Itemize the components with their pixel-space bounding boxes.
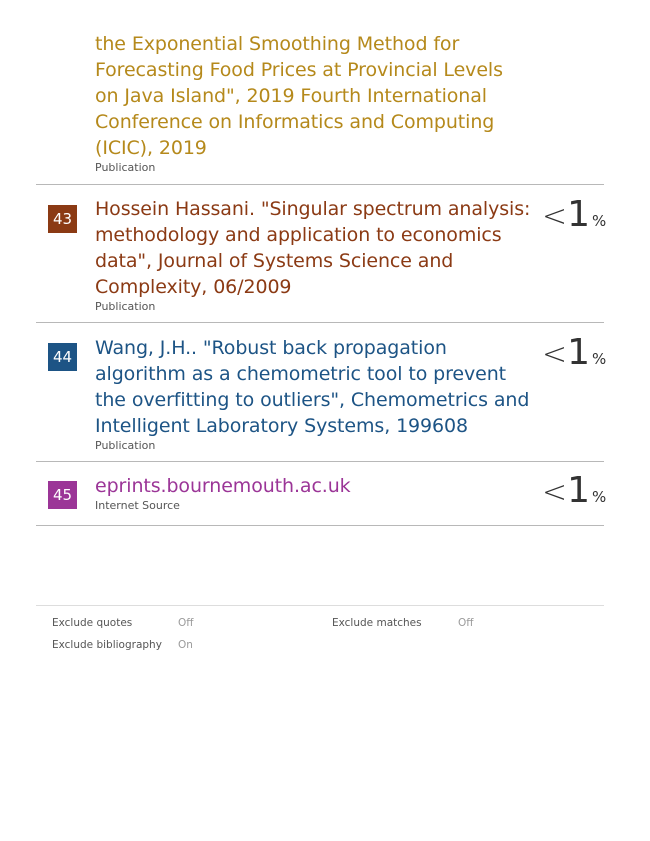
source-body xyxy=(95,31,535,174)
footer-exclude-matches xyxy=(332,617,422,630)
exclude-matches-label: Exclude matches xyxy=(332,617,422,629)
source-number-badge: 44 xyxy=(48,343,77,371)
source-body xyxy=(95,196,535,313)
entry-divider xyxy=(36,322,604,323)
entry-divider xyxy=(36,461,604,462)
percent-value: 1 xyxy=(567,194,591,235)
match-percentage xyxy=(542,470,607,511)
exclude-bibliography-label: Exclude bibliography xyxy=(52,639,162,651)
percent-value: 1 xyxy=(567,332,591,373)
source-number-badge: 45 xyxy=(48,481,77,509)
exclude-bibliography-value: On xyxy=(178,639,193,651)
entry-divider xyxy=(36,184,604,185)
source-body xyxy=(95,473,535,512)
percent-less-than: < xyxy=(542,337,568,372)
source-entry-continued xyxy=(36,31,604,181)
percent-sign: % xyxy=(592,488,607,506)
footer-exclude-quotes xyxy=(52,617,132,630)
entry-divider xyxy=(36,525,604,526)
footer-exclude-matches-value xyxy=(458,617,474,630)
exclude-quotes-value: Off xyxy=(178,617,194,629)
exclude-matches-value: Off xyxy=(458,617,474,629)
source-title[interactable]: eprints.bournemouth.ac.uk xyxy=(95,475,351,497)
source-type-label: Publication xyxy=(95,439,156,452)
source-body xyxy=(95,335,535,452)
footer-divider xyxy=(36,605,604,606)
source-type-label: Internet Source xyxy=(95,499,180,512)
footer-exclude-bibliography xyxy=(52,639,162,652)
source-title[interactable]: the Exponential Smoothing Method for Forecasting Food Prices at Provincial Levels on Java Island", 2019 Fourth International Conference on Informatics and Computing (ICIC), 2019 xyxy=(95,33,503,159)
source-type-label: Publication xyxy=(95,300,156,313)
source-entry-44 xyxy=(36,332,607,459)
percent-sign: % xyxy=(592,212,607,230)
source-entry-45 xyxy=(36,470,607,523)
match-percentage xyxy=(542,332,607,373)
source-entry-43 xyxy=(36,194,607,320)
footer-exclude-bibliography-value xyxy=(178,639,193,652)
percent-value: 1 xyxy=(567,470,591,511)
percent-sign: % xyxy=(592,350,607,368)
source-number-badge: 43 xyxy=(48,205,77,233)
match-percentage xyxy=(542,194,607,235)
source-title[interactable]: Wang, J.H.. "Robust back propagation algorithm as a chemometric tool to prevent the overfitting to outliers", Chemometrics and Intelligent Laboratory Systems, 199608 xyxy=(95,337,530,437)
source-type-label: Publication xyxy=(95,161,156,174)
percent-less-than: < xyxy=(542,475,568,510)
footer-exclude-quotes-value xyxy=(178,617,194,630)
percent-less-than: < xyxy=(542,199,568,234)
exclude-quotes-label: Exclude quotes xyxy=(52,617,133,629)
source-title[interactable]: Hossein Hassani. "Singular spectrum analysis: methodology and application to economics data", Journal of Systems Science and Complexity, 06/2009 xyxy=(95,198,531,298)
